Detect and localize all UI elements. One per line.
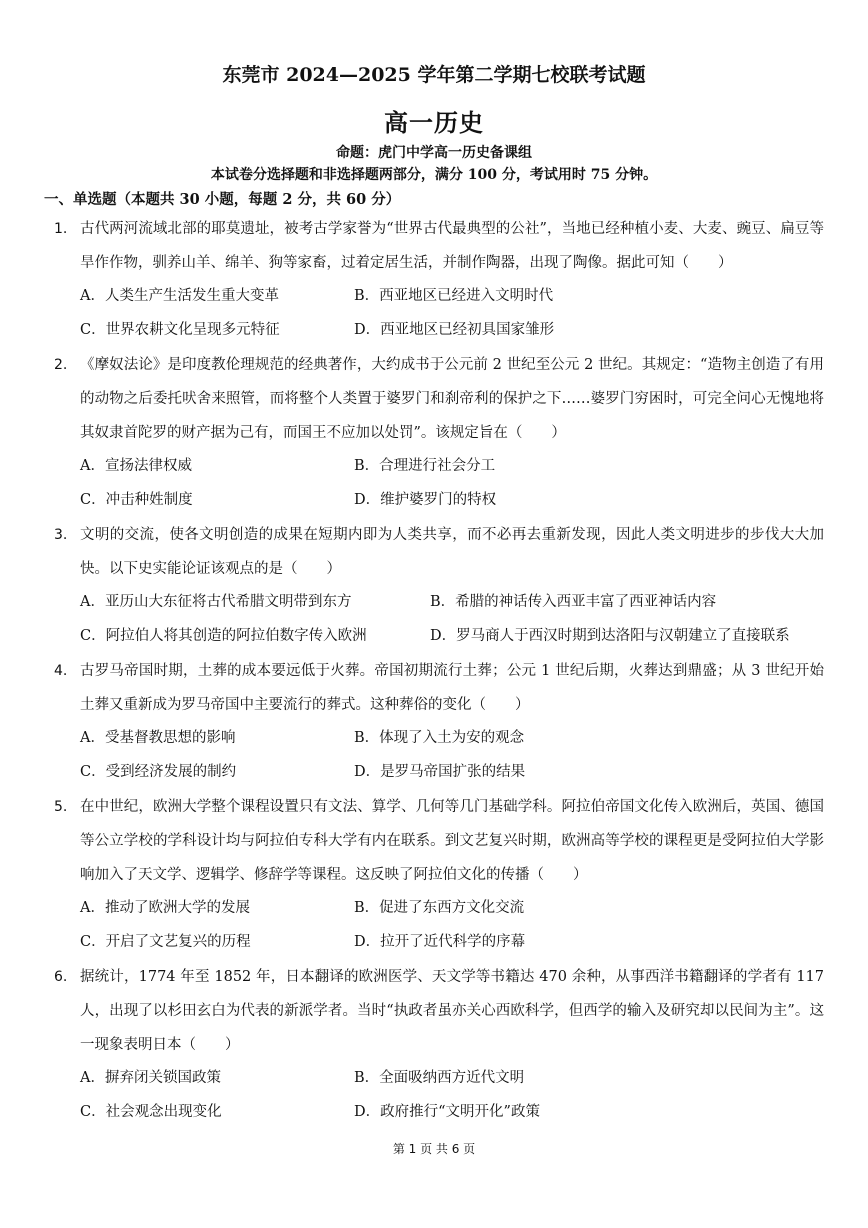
question-number: 6. [54,969,68,985]
option-c: C．受到经济发展的制约 [80,764,237,780]
question-number: 4. [54,663,68,679]
option-c: C．社会观念出现变化 [80,1104,222,1120]
option-d: D．罗马商人于西汉时期到达洛阳与汉朝建立了直接联系 [430,628,790,644]
question-text: 《摩奴法论》是印度教伦理规范的经典著作，大约成书于公元前 2 世纪至公元 2 世纪。其规定：“造物主创造了有用的动物之后委托吠舍来照管，而将整个人类置于婆罗门和刹帝利的保护之下……婆罗门穷困时，可完全问心无愧地将其奴隶首陀罗的财产据为己有，而国王不应加以处罚”。该规定旨在（ ） [80,357,824,441]
question-text: 据统计，1774 年至 1852 年，日本翻译的欧洲医学、天文学等书籍达 470 余种，从事西洋书籍翻译的学者有 117 人，出现了以杉田玄白为代表的新派学者。当时“执政者虽亦关心西欧科学，但西学的输入及研究却以民间为主”。这一现象表明日本（ ） [80,969,824,1053]
question-3 [54,518,824,586]
question-4 [54,654,824,722]
option-a: A．人类生产生活发生重大变革 [80,288,279,304]
option-d: D．西亚地区已经初具国家雏形 [354,322,555,338]
option-c: C．开启了文艺复兴的历程 [80,934,251,950]
option-d: D．拉开了近代科学的序幕 [354,934,526,950]
author-line: 命题：虎门中学高一历史备课组 [336,145,532,161]
page-footer: 第 1 页 共 6 页 [392,1142,476,1156]
option-c: C．阿拉伯人将其创造的阿拉伯数字传入欧洲 [80,628,367,644]
option-d: D．是罗马帝国扩张的结果 [354,764,526,780]
option-c: C．世界农耕文化呈现多元特征 [80,322,280,338]
option-c: C．冲击种姓制度 [80,492,193,508]
option-b: B．体现了入土为安的观念 [354,730,525,746]
question-text: 古代两河流域北部的耶莫遗址，被考古学家誉为“世界古代最典型的公社”，当地已经种植小麦、大麦、豌豆、扁豆等旱作作物，驯养山羊、绵羊、狗等家畜，过着定居生活，并制作陶器，出现了陶像。据此可知（ ） [80,221,824,271]
subject-title: 高一历史 [384,108,484,137]
option-b: B．全面吸纳西方近代文明 [354,1070,525,1086]
question-2 [54,348,824,450]
option-a: A．宣扬法律权威 [80,458,192,474]
question-6 [54,960,824,1062]
question-number: 3. [54,527,68,543]
section-heading: 一、单选题（本题共 30 小题，每题 2 分，共 60 分） [44,191,401,208]
question-1 [54,212,824,280]
question-text: 在中世纪，欧洲大学整个课程设置只有文法、算学、几何等几门基础学科。阿拉伯帝国文化传入欧洲后，英国、德国等公立学校的学科设计均与阿拉伯专科大学有内在联系。到文艺复兴时期，欧洲高等学校的课程更是受阿拉伯大学影响加入了天文学、逻辑学、修辞学等课程。这反映了阿拉伯文化的传播（ ） [80,799,824,883]
option-d: D．政府推行“文明开化”政策 [354,1104,540,1120]
question-number: 1. [54,221,68,237]
option-a: A．受基督教思想的影响 [80,730,236,746]
option-b: B．希腊的神话传入西亚丰富了西亚神话内容 [430,594,717,610]
option-b: B．合理进行社会分工 [354,458,496,474]
option-a: A．亚历山大东征将古代希腊文明带到东方 [80,594,352,610]
instructions-line: 本试卷分选择题和非选择题两部分，满分 100 分，考试用时 75 分钟。 [210,167,658,183]
option-a: A．摒弃闭关锁国政策 [80,1070,221,1086]
option-b: B．促进了东西方文化交流 [354,900,525,916]
exam-title: 东莞市 2024—2025 学年第二学期七校联考试题 [222,64,646,86]
question-text: 古罗马帝国时期，土葬的成本要远低于火葬。帝国初期流行土葬；公元 1 世纪后期，火葬达到鼎盛；从 3 世纪开始土葬又重新成为罗马帝国中主要流行的葬式。这种葬俗的变化（ ） [80,663,824,713]
option-a: A．推动了欧洲大学的发展 [80,900,250,916]
option-b: B．西亚地区已经进入文明时代 [354,288,554,304]
option-d: D．维护婆罗门的特权 [354,492,497,508]
question-text: 文明的交流，使各文明创造的成果在短期内即为人类共享，而不必再去重新发现，因此人类文明进步的步伐大大加快。以下史实能论证该观点的是（ ） [80,527,824,577]
question-5 [54,790,824,892]
question-number: 5. [54,799,68,815]
question-number: 2. [54,357,68,373]
